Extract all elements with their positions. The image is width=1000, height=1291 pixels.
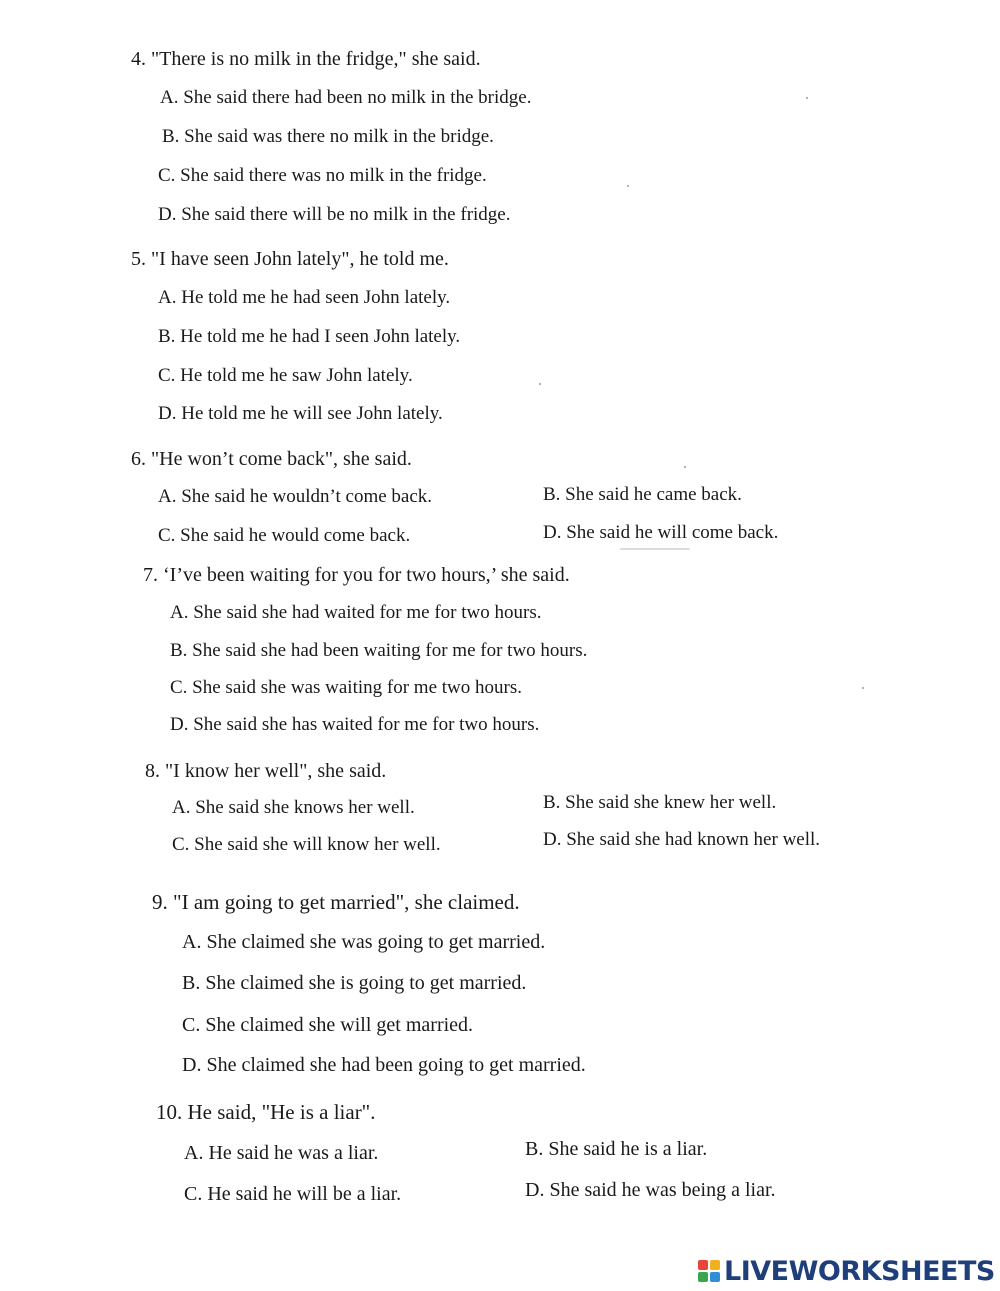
question-9-prompt: 9. "I am going to get married", she claimed.	[152, 890, 520, 914]
scan-speck	[539, 383, 541, 385]
scan-speck	[627, 185, 629, 187]
question-5-option-a[interactable]: A. He told me he had seen John lately.	[158, 287, 451, 308]
question-6-option-b[interactable]: B. She said he came back.	[543, 484, 742, 505]
question-5-option-b[interactable]: B. He told me he had I seen John lately.	[158, 326, 461, 347]
question-8-option-c[interactable]: C. She said she will know her well.	[172, 834, 441, 855]
question-7-option-c[interactable]: C. She said she was waiting for me two hours.	[170, 677, 522, 698]
scan-speck	[684, 466, 686, 468]
brand-name: LIVEWORKSHEETS	[724, 1255, 995, 1287]
question-9-option-d[interactable]: D. She claimed she had been going to get married.	[182, 1054, 586, 1076]
question-5-option-c[interactable]: C. He told me he saw John lately.	[158, 365, 413, 386]
question-9-option-c[interactable]: C. She claimed she will get married.	[182, 1014, 474, 1036]
question-8-prompt: 8. "I know her well", she said.	[145, 760, 387, 782]
question-5-option-d[interactable]: D. He told me he will see John lately.	[158, 403, 443, 424]
question-4-option-c[interactable]: C. She said there was no milk in the fridge.	[158, 165, 487, 186]
question-8-option-a[interactable]: A. She said she knows her well.	[172, 797, 415, 818]
question-6-option-c[interactable]: C. She said he would come back.	[158, 525, 411, 546]
question-7-prompt: 7. ‘I’ve been waiting for you for two hours,’ she said.	[143, 564, 570, 586]
question-4-option-b[interactable]: B. She said was there no milk in the bridge.	[162, 126, 494, 147]
logo-squares-icon	[698, 1260, 720, 1282]
question-10-option-b[interactable]: B. She said he is a liar.	[525, 1138, 708, 1160]
scan-speck	[862, 687, 864, 689]
question-5-prompt: 5. "I have seen John lately", he told me.	[131, 248, 449, 270]
liveworksheets-logo[interactable]	[698, 1256, 995, 1286]
question-4-prompt: 4. "There is no milk in the fridge," she said.	[131, 48, 481, 70]
question-7-option-a[interactable]: A. She said she had waited for me for two hours.	[170, 602, 542, 623]
question-8-option-d[interactable]: D. She said she had known her well.	[543, 829, 821, 850]
question-6-option-d[interactable]: D. She said he will come back.	[543, 522, 779, 543]
question-9-option-a[interactable]: A. She claimed she was going to get married.	[182, 931, 546, 953]
question-10-option-d[interactable]: D. She said he was being a liar.	[525, 1179, 776, 1201]
question-4-option-d[interactable]: D. She said there will be no milk in the fridge.	[158, 204, 511, 225]
question-6-prompt: 6. "He won’t come back", she said.	[131, 448, 412, 470]
question-10-prompt: 10. He said, "He is a liar".	[156, 1100, 376, 1124]
question-6-option-a[interactable]: A. She said he wouldn’t come back.	[158, 486, 433, 507]
question-10-option-a[interactable]: A. He said he was a liar.	[184, 1142, 379, 1164]
question-7-option-d[interactable]: D. She said she has waited for me for two hours.	[170, 714, 540, 735]
question-9-option-b[interactable]: B. She claimed she is going to get married.	[182, 972, 527, 994]
question-10-option-c[interactable]: C. He said he will be a liar.	[184, 1183, 402, 1205]
scan-speck	[806, 97, 808, 99]
question-8-option-b[interactable]: B. She said she knew her well.	[543, 792, 777, 813]
question-4-option-a[interactable]: A. She said there had been no milk in the bridge.	[160, 87, 532, 108]
question-7-option-b[interactable]: B. She said she had been waiting for me for two hours.	[170, 640, 588, 661]
scan-speck	[620, 548, 690, 550]
